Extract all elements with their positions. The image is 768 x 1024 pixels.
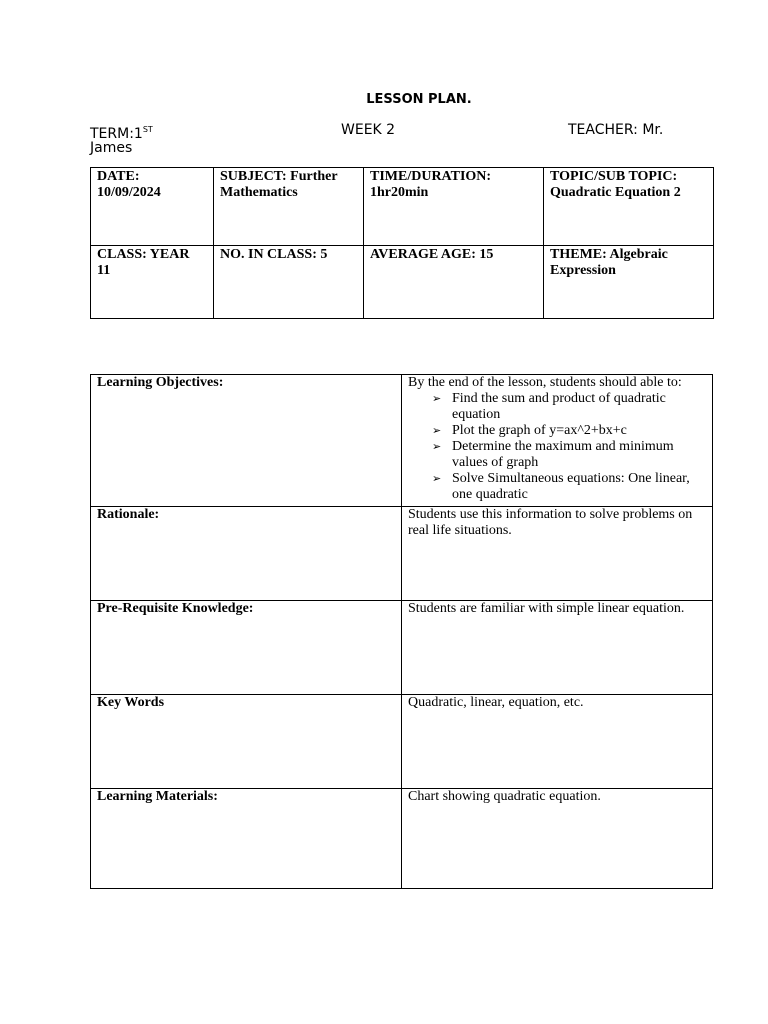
objectives-list — [408, 391, 706, 503]
lesson-info-table — [90, 167, 714, 319]
objectives-cell — [402, 375, 713, 507]
class-size-cell — [214, 246, 364, 319]
duration-label: TIME/DURATION: — [370, 169, 492, 184]
objective-text: Plot the graph of y=ax^2+bx+c — [452, 423, 627, 438]
objective-item — [432, 471, 706, 503]
info-row-1 — [91, 168, 714, 246]
materials-label: Learning Materials: — [91, 789, 402, 889]
objective-item — [432, 391, 706, 423]
info-row-2 — [91, 246, 714, 319]
arrow-bullet-icon: ➢ — [432, 440, 442, 453]
class-label: CLASS: YEAR — [97, 247, 190, 262]
date-label: DATE: — [97, 169, 140, 184]
duration-value: 1hr20min — [370, 185, 429, 200]
arrow-bullet-icon: ➢ — [432, 472, 442, 485]
term-label: TERM:1 — [90, 126, 143, 142]
date-value: 10/09/2024 — [97, 185, 161, 200]
prerequisite-text: Students are familiar with simple linear equation. — [402, 601, 713, 695]
teacher-name: James — [90, 140, 133, 156]
rationale-row — [91, 507, 713, 601]
lesson-plan-table — [90, 374, 713, 889]
objective-item — [432, 423, 706, 439]
subject-cell — [214, 168, 364, 246]
average-age: AVERAGE AGE: 15 — [370, 247, 494, 262]
rationale-text: Students use this information to solve problems on real life situations. — [402, 507, 713, 601]
topic-value: Quadratic Equation 2 — [550, 185, 681, 200]
keywords-text: Quadratic, linear, equation, etc. — [402, 695, 713, 789]
objective-text: Find the sum and product of quadratic equation — [452, 391, 666, 422]
objective-text: Solve Simultaneous equations: One linear, one quadratic — [452, 471, 690, 502]
theme-cell — [544, 246, 714, 319]
theme-label: THEME: Algebraic — [550, 247, 668, 262]
topic-cell — [544, 168, 714, 246]
rationale-label: Rationale: — [91, 507, 402, 601]
class-value: 11 — [97, 263, 111, 278]
materials-text: Chart showing quadratic equation. — [402, 789, 713, 889]
teacher-label: TEACHER: Mr. — [568, 122, 664, 138]
objective-item — [432, 439, 706, 471]
topic-label: TOPIC/SUB TOPIC: — [550, 169, 678, 184]
keywords-row — [91, 695, 713, 789]
materials-row — [91, 789, 713, 889]
arrow-bullet-icon: ➢ — [432, 424, 442, 437]
document-title: LESSON PLAN. — [366, 92, 472, 107]
keywords-label: Key Words — [91, 695, 402, 789]
objectives-label: Learning Objectives: — [91, 375, 402, 507]
subject-label: SUBJECT: Further — [220, 169, 338, 184]
objectives-row — [91, 375, 713, 507]
objective-text: Determine the maximum and minimum values of graph — [452, 439, 674, 470]
date-cell — [91, 168, 214, 246]
class-size: NO. IN CLASS: 5 — [220, 247, 328, 262]
subject-value: Mathematics — [220, 185, 298, 200]
objectives-intro: By the end of the lesson, students should able to: — [408, 375, 682, 390]
prerequisite-row — [91, 601, 713, 695]
week-field: WEEK 2 — [341, 122, 396, 138]
term-superscript: ST — [142, 125, 153, 134]
theme-value: Expression — [550, 263, 616, 278]
prerequisite-label: Pre-Requisite Knowledge: — [91, 601, 402, 695]
duration-cell — [364, 168, 544, 246]
average-age-cell — [364, 246, 544, 319]
arrow-bullet-icon: ➢ — [432, 392, 442, 405]
class-cell — [91, 246, 214, 319]
